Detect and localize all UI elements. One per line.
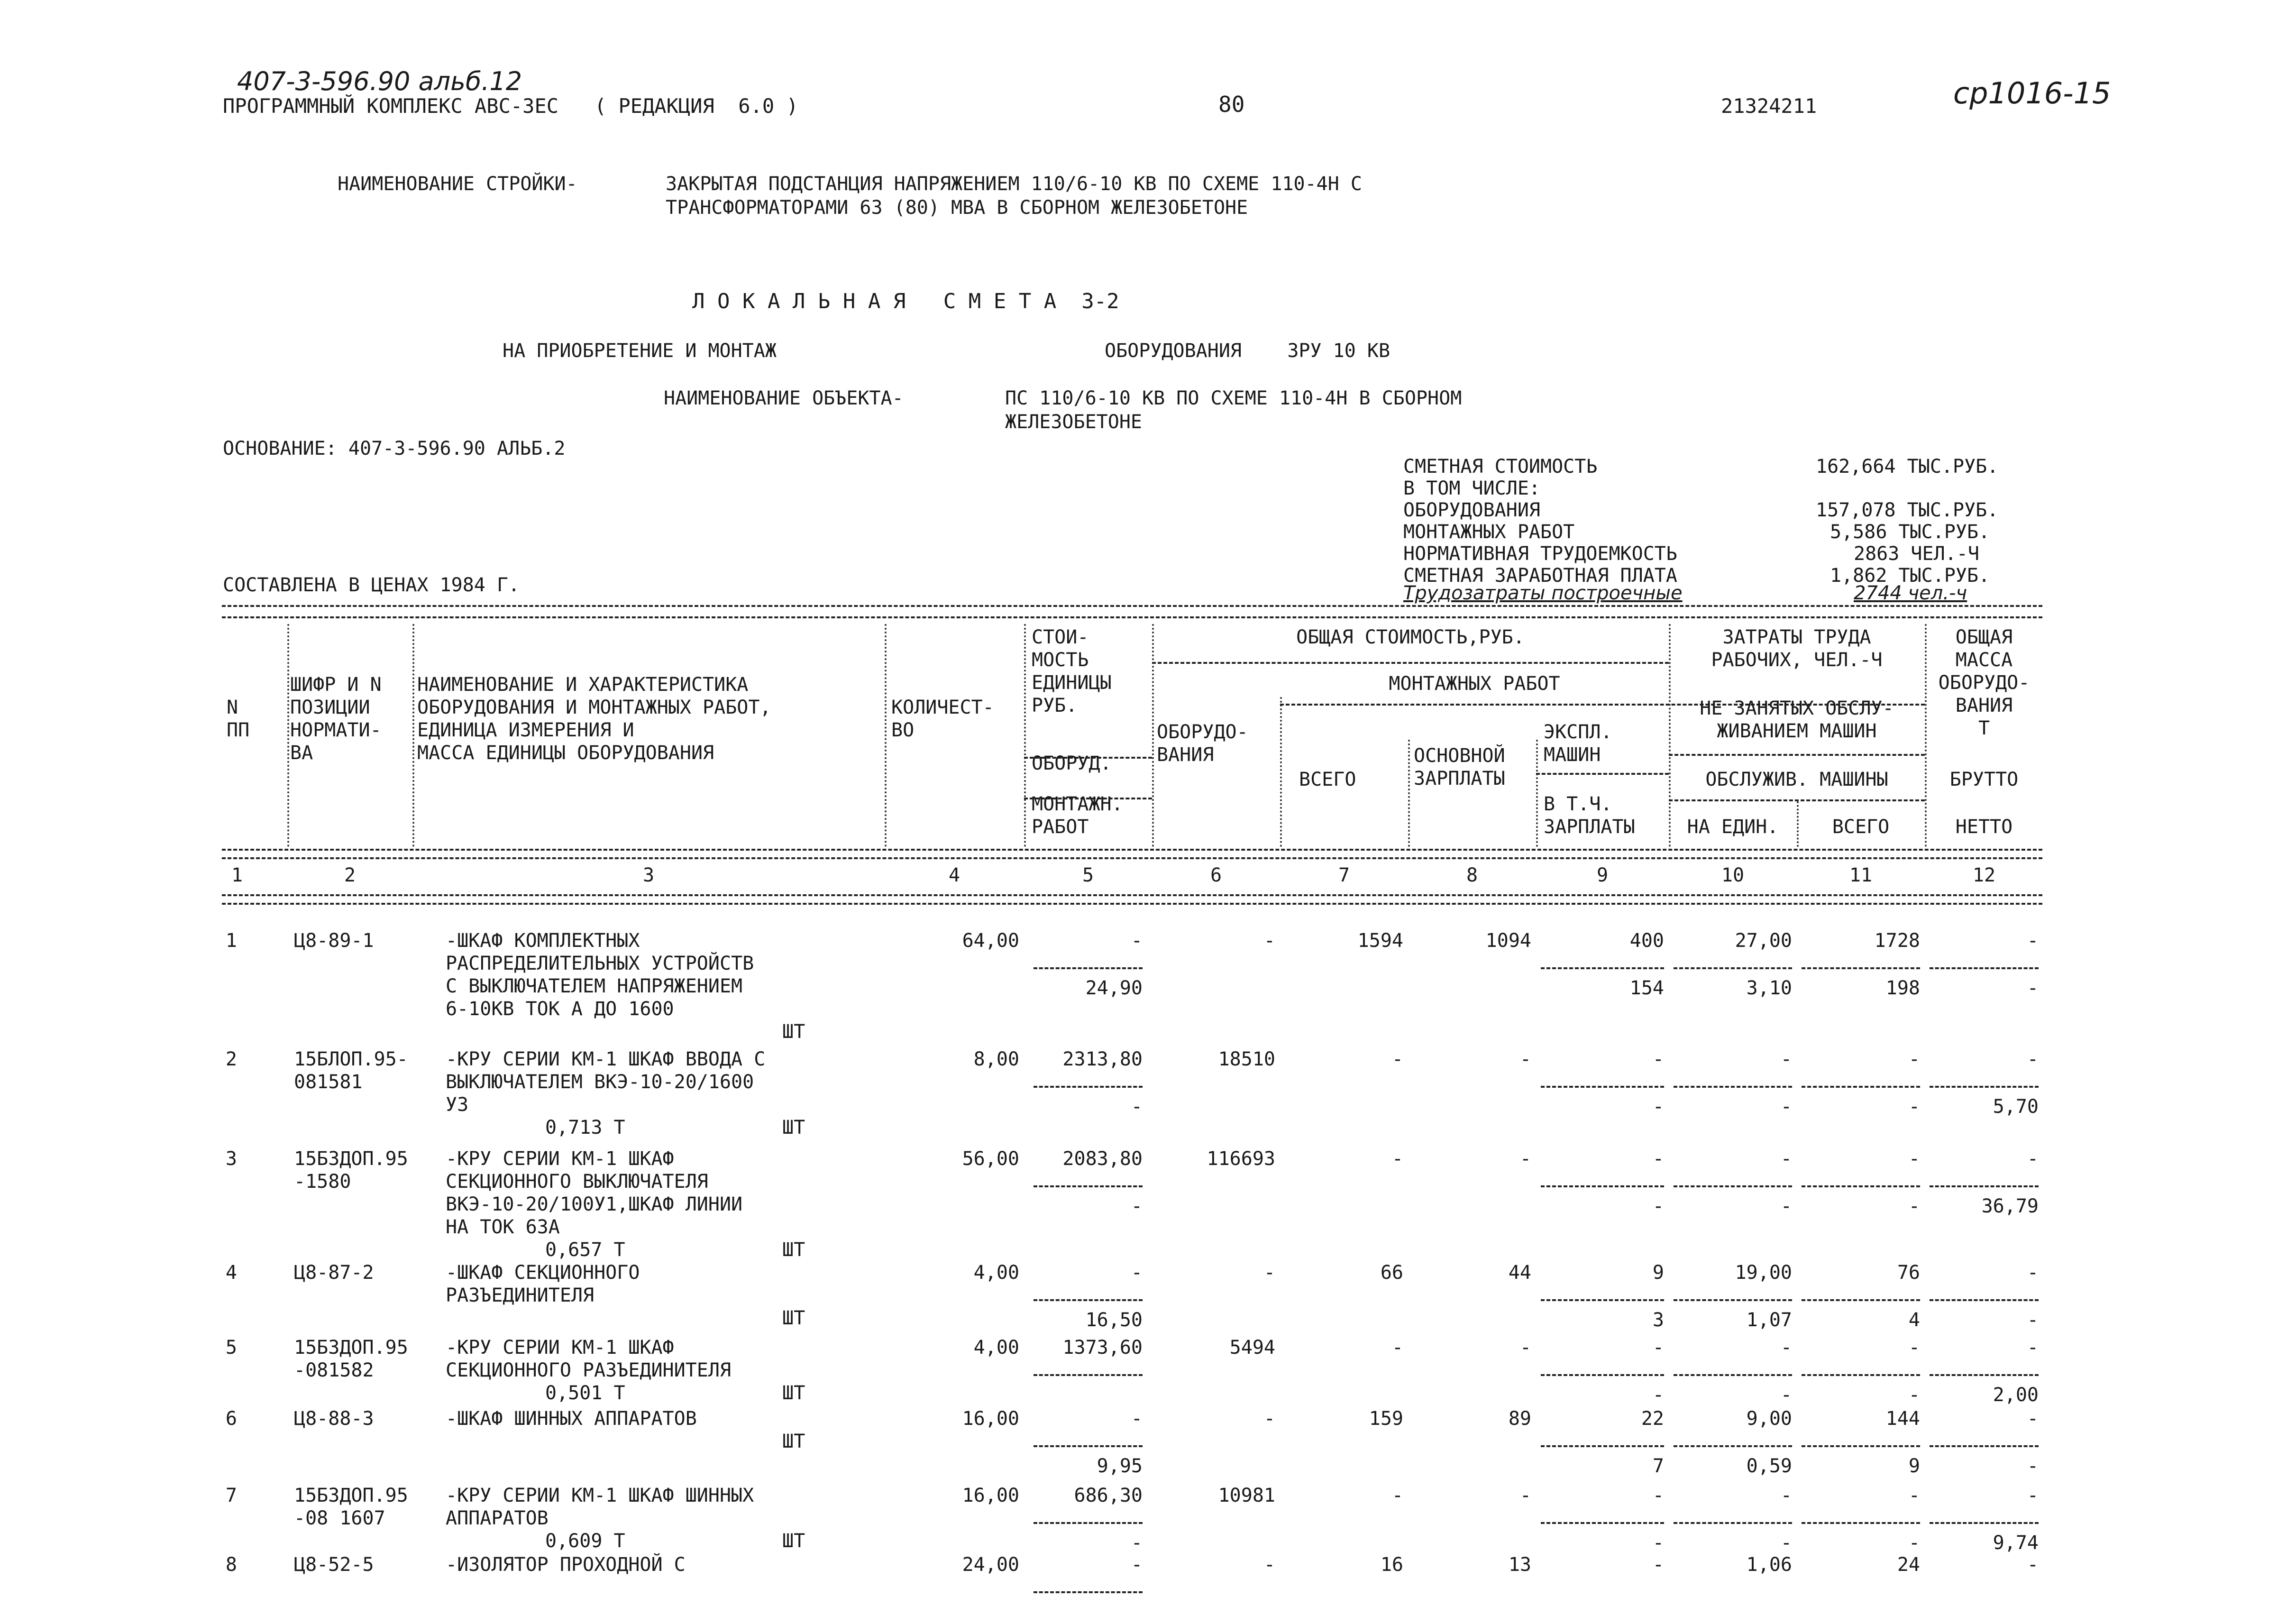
- row-machine-wages: 7: [1652, 1455, 1664, 1477]
- row-unit-cost-equipment: -: [1131, 930, 1143, 952]
- row-total-mounting: 1594: [1357, 930, 1403, 952]
- row-machines: 400: [1629, 930, 1664, 952]
- header-col5-mounting: МОНТАЖН. РАБОТ: [1032, 793, 1123, 838]
- row-mass-gross: -: [2027, 930, 2039, 952]
- row-subtotal-rule: [1802, 1185, 1920, 1187]
- row-number: 8: [225, 1554, 237, 1576]
- row-unit-cost-equipment: -: [1131, 1408, 1143, 1430]
- row-number: 6: [225, 1408, 237, 1430]
- row-name: -ИЗОЛЯТОР ПРОХОДНОЙ С: [446, 1554, 686, 1576]
- row-unit: ШТ: [782, 1307, 805, 1329]
- row-labor-machines-unit: -: [1780, 1532, 1792, 1554]
- row-machines: -: [1652, 1048, 1664, 1070]
- row-mass-net: 36,79: [1981, 1195, 2039, 1217]
- row-mass-gross: -: [2027, 1262, 2039, 1284]
- summary-value: 2744 чел.-ч: [1854, 582, 1967, 604]
- row-total-equipment: -: [1263, 1262, 1275, 1284]
- row-code: Ц8-89-1: [294, 930, 374, 952]
- row-labor-total: -: [1908, 1148, 1920, 1170]
- estimate-title: Л О К А Л Ь Н А Я С М Е Т А 3-2: [692, 289, 1119, 313]
- row-labor-machines-unit: -: [1780, 1384, 1792, 1406]
- row-labor-machines-total: 198: [1885, 977, 1920, 999]
- row-subtotal-rule: [1034, 967, 1143, 969]
- row-subtotal-rule: [1802, 1086, 1920, 1088]
- row-subtotal-rule: [1674, 967, 1792, 969]
- row-labor-machines-unit: 3,10: [1746, 977, 1792, 999]
- row-total-mounting: 159: [1369, 1408, 1403, 1430]
- row-quantity: 4,00: [973, 1337, 1019, 1358]
- header-mounting-works: МОНТАЖНЫХ РАБОТ: [1389, 673, 1560, 695]
- row-quantity: 56,00: [962, 1148, 1019, 1170]
- row-subtotal-rule: [1674, 1086, 1792, 1088]
- row-total-mounting: 66: [1380, 1262, 1403, 1284]
- row-labor-per-unit: -: [1780, 1148, 1792, 1170]
- row-total-mounting: 16: [1380, 1554, 1403, 1576]
- header-col9-machines: ЭКСПЛ. МАШИН: [1544, 721, 1612, 766]
- summary-value: 157,078 ТЫС.РУБ.: [1816, 499, 1999, 521]
- row-machine-wages: 3: [1652, 1309, 1664, 1331]
- row-unit-mass: 0,657 Т: [545, 1239, 625, 1261]
- row-code: 15Б3ДОП.95 -08 1607: [294, 1485, 408, 1529]
- summary-value: 162,664 ТЫС.РУБ.: [1816, 456, 1999, 477]
- header-col4: КОЛИЧЕСТ- ВО: [891, 697, 994, 741]
- row-number: 4: [225, 1262, 237, 1284]
- column-number: 6: [1210, 864, 1222, 886]
- row-mass-gross: -: [2027, 1148, 2039, 1170]
- row-code: 15БЛОП.95- 081581: [294, 1048, 408, 1093]
- row-number: 3: [225, 1148, 237, 1170]
- row-name: -КРУ СЕРИИ КМ-1 ШКАФ СЕКЦИОННОГО РАЗЪЕДИНИТЕЛЯ: [446, 1337, 732, 1381]
- row-base-wages: -: [1519, 1148, 1531, 1170]
- row-name: -ШКАФ КОМПЛЕКТНЫХ РАСПРЕДЕЛИТЕЛЬНЫХ УСТРОЙСТВ С ВЫКЛЮЧАТЕЛЕМ НАПРЯЖЕНИЕМ 6-10КВ ТОК А ДО 1600: [446, 930, 754, 1020]
- row-machine-wages: -: [1652, 1195, 1664, 1217]
- row-mass-net: -: [2027, 977, 2039, 999]
- row-mass-gross: -: [2027, 1408, 2039, 1430]
- column-number: 4: [948, 864, 960, 886]
- header-col7: ВСЕГО: [1299, 769, 1356, 790]
- row-total-equipment: 116693: [1207, 1148, 1275, 1170]
- row-labor-per-unit: 9,00: [1746, 1408, 1792, 1430]
- column-number: 7: [1338, 864, 1350, 886]
- object-label: НАИМЕНОВАНИЕ ОБЪЕКТА-: [664, 387, 904, 409]
- row-number: 1: [225, 930, 237, 952]
- row-mass-gross: -: [2027, 1337, 2039, 1358]
- row-subtotal-rule: [1034, 1522, 1143, 1524]
- row-unit: ШТ: [782, 1382, 805, 1404]
- column-number: 5: [1082, 864, 1094, 886]
- row-total-mounting: -: [1391, 1048, 1403, 1070]
- row-number: 2: [225, 1048, 237, 1070]
- row-machine-wages: -: [1652, 1532, 1664, 1554]
- row-subtotal-rule: [1674, 1185, 1792, 1187]
- row-subtotal-rule: [1802, 1299, 1920, 1301]
- header-col12-net: НЕТТО: [1955, 816, 2013, 838]
- header-col6: ОБОРУДО- ВАНИЯ: [1157, 721, 1248, 766]
- summary-label: СМЕТНАЯ СТОИМОСТЬ: [1403, 456, 1598, 477]
- handwritten-stamp: ср1016-15: [1953, 76, 2111, 110]
- row-labor-total: -: [1908, 1485, 1920, 1506]
- row-subtotal-rule: [1802, 967, 1920, 969]
- column-number: 10: [1721, 864, 1745, 886]
- object-text-2: ЖЕЛЕЗОБЕТОНЕ: [1005, 411, 1142, 433]
- row-subtotal-rule: [1541, 1374, 1664, 1376]
- summary-label: ОБОРУДОВАНИЯ: [1403, 499, 1540, 521]
- row-labor-machines-total: 9: [1908, 1455, 1920, 1477]
- row-subtotal-rule: [1930, 1185, 2039, 1187]
- row-base-wages: -: [1519, 1485, 1531, 1506]
- row-subtotal-rule: [1034, 1445, 1143, 1447]
- row-labor-total: 144: [1885, 1408, 1920, 1430]
- summary-label: СМЕТНАЯ ЗАРАБОТНАЯ ПЛАТА: [1403, 565, 1677, 587]
- row-base-wages: 89: [1508, 1408, 1531, 1430]
- row-number: 7: [225, 1485, 237, 1506]
- row-machine-wages: -: [1652, 1384, 1664, 1406]
- estimate-subtitle-left: НА ПРИОБРЕТЕНИЕ И МОНТАЖ: [503, 340, 777, 362]
- row-unit-cost-equipment: -: [1131, 1262, 1143, 1284]
- row-mass-net: -: [2027, 1455, 2039, 1477]
- row-subtotal-rule: [1674, 1445, 1792, 1447]
- row-name: -КРУ СЕРИИ КМ-1 ШКАФ СЕКЦИОННОГО ВЫКЛЮЧАТЕЛЯ ВКЭ-10-20/100У1,ШКАФ ЛИНИИ НА ТОК 63А: [446, 1148, 743, 1238]
- row-subtotal-rule: [1541, 1445, 1664, 1447]
- summary-value: 2863 ЧЕЛ.-Ч: [1854, 543, 1979, 565]
- row-total-mounting: -: [1391, 1148, 1403, 1170]
- row-machines: -: [1652, 1554, 1664, 1576]
- header-col2: ШИФР И N ПОЗИЦИИ НОРМАТИ- ВА: [290, 674, 382, 764]
- row-total-mounting: -: [1391, 1485, 1403, 1506]
- row-quantity: 64,00: [962, 930, 1019, 952]
- row-unit: ШТ: [782, 1431, 805, 1452]
- row-labor-machines-unit: 0,59: [1746, 1455, 1792, 1477]
- row-machines: -: [1652, 1337, 1664, 1358]
- row-unit-mass: 0,713 Т: [545, 1117, 625, 1138]
- row-machines: 9: [1652, 1262, 1664, 1284]
- header-col10: НА ЕДИН.: [1687, 816, 1779, 838]
- row-labor-machines-unit: -: [1780, 1195, 1792, 1217]
- row-labor-total: 24: [1897, 1554, 1920, 1576]
- row-unit-cost-mounting: 9,95: [1097, 1455, 1143, 1477]
- row-quantity: 16,00: [962, 1408, 1019, 1430]
- row-subtotal-rule: [1930, 1522, 2039, 1524]
- row-unit-mass: 0,501 Т: [545, 1382, 625, 1404]
- summary-label: НОРМАТИВНАЯ ТРУДОЕМКОСТЬ: [1403, 543, 1677, 565]
- row-mass-net: 2,00: [1993, 1384, 2039, 1406]
- row-unit: ШТ: [782, 1021, 805, 1043]
- column-number: 11: [1849, 864, 1873, 886]
- row-name: -КРУ СЕРИИ КМ-1 ШКАФ ВВОДА С ВЫКЛЮЧАТЕЛЕМ ВКЭ-10-20/1600 У3: [446, 1048, 766, 1116]
- row-name: -КРУ СЕРИИ КМ-1 ШКАФ ШИННЫХ АППАРАТОВ: [446, 1485, 754, 1529]
- row-labor-total: 1728: [1874, 930, 1920, 952]
- summary-value: 1,862 ТЫС.РУБ.: [1830, 565, 1990, 587]
- row-machines: -: [1652, 1485, 1664, 1506]
- row-total-equipment: -: [1263, 930, 1275, 952]
- row-machines: 22: [1641, 1408, 1664, 1430]
- row-quantity: 16,00: [962, 1485, 1019, 1506]
- row-total-equipment: -: [1263, 1408, 1275, 1430]
- row-machines: -: [1652, 1148, 1664, 1170]
- row-labor-machines-total: -: [1908, 1195, 1920, 1217]
- line-name-text-2: ТРАНСФОРМАТОРАМИ 63 (80) МВА В СБОРНОМ ЖЕЛЕЗОБЕТОНЕ: [666, 197, 1248, 219]
- row-labor-per-unit: -: [1780, 1337, 1792, 1358]
- row-subtotal-rule: [1930, 967, 2039, 969]
- row-labor-total: 76: [1897, 1262, 1920, 1284]
- row-labor-machines-total: -: [1908, 1096, 1920, 1118]
- row-subtotal-rule: [1674, 1374, 1792, 1376]
- row-labor-per-unit: 27,00: [1735, 930, 1792, 952]
- row-unit: ШТ: [782, 1239, 805, 1261]
- row-unit-cost-equipment: 686,30: [1074, 1485, 1143, 1506]
- column-number: 9: [1596, 864, 1609, 886]
- row-total-equipment: 10981: [1218, 1485, 1275, 1506]
- header-col5-cost: СТОИ- МОСТЬ ЕДИНИЦЫ РУБ.: [1032, 626, 1112, 716]
- row-subtotal-rule: [1541, 1086, 1664, 1088]
- row-subtotal-rule: [1034, 1299, 1143, 1301]
- row-subtotal-rule: [1034, 1086, 1143, 1088]
- row-subtotal-rule: [1541, 1185, 1664, 1187]
- row-labor-machines-unit: 1,07: [1746, 1309, 1792, 1331]
- row-base-wages: 13: [1508, 1554, 1531, 1576]
- line-name-text-1: ЗАКРЫТАЯ ПОДСТАНЦИЯ НАПРЯЖЕНИЕМ 110/6-10 КВ ПО СХЕМЕ 110-4Н С: [666, 173, 1363, 195]
- summary-label: Трудозатраты построечные: [1403, 582, 1683, 604]
- row-base-wages: -: [1519, 1337, 1531, 1358]
- program-line: ПРОГРАММНЫЙ КОМПЛЕКС АВС-3ЕС ( РЕДАКЦИЯ 6.0 ): [223, 94, 798, 118]
- row-labor-machines-unit: -: [1780, 1096, 1792, 1118]
- row-unit-cost-mounting: -: [1131, 1195, 1143, 1217]
- summary-label: МОНТАЖНЫХ РАБОТ: [1403, 521, 1575, 543]
- row-name: -ШКАФ СЕКЦИОННОГО РАЗЪЕДИНИТЕЛЯ: [446, 1262, 640, 1306]
- row-unit-cost-equipment: -: [1131, 1554, 1143, 1576]
- row-machine-wages: -: [1652, 1096, 1664, 1118]
- row-total-equipment: -: [1263, 1554, 1275, 1576]
- row-subtotal-rule: [1034, 1374, 1143, 1376]
- row-unit-cost-mounting: -: [1131, 1532, 1143, 1554]
- header-labor-machines: ОБСЛУЖИВ. МАШИНЫ: [1705, 769, 1888, 790]
- row-total-equipment: 5494: [1229, 1337, 1275, 1358]
- row-subtotal-rule: [1930, 1445, 2039, 1447]
- row-unit-mass: 0,609 Т: [545, 1530, 625, 1552]
- price-level-text: СОСТАВЛЕНА В ЦЕНАХ 1984 Г.: [223, 574, 520, 596]
- row-name: -ШКАФ ШИННЫХ АППАРАТОВ: [446, 1408, 697, 1430]
- row-quantity: 8,00: [973, 1048, 1019, 1070]
- row-subtotal-rule: [1930, 1374, 2039, 1376]
- row-subtotal-rule: [1034, 1185, 1143, 1187]
- header-labor-not-machines: НЕ ЗАНЯТЫХ ОБСЛУ- ЖИВАНИЕМ МАШИН: [1700, 697, 1894, 742]
- row-labor-total: -: [1908, 1048, 1920, 1070]
- row-number: 5: [225, 1337, 237, 1358]
- row-base-wages: -: [1519, 1048, 1531, 1070]
- column-number: 8: [1466, 864, 1478, 886]
- row-code: Ц8-52-5: [294, 1554, 374, 1576]
- row-subtotal-rule: [1802, 1374, 1920, 1376]
- row-code: Ц8-88-3: [294, 1408, 374, 1430]
- summary-value: 5,586 ТЫС.РУБ.: [1830, 521, 1990, 543]
- row-subtotal-rule: [1674, 1522, 1792, 1524]
- header-col8: ОСНОВНОЙ ЗАРПЛАТЫ: [1414, 745, 1505, 789]
- header-col12-mass: ОБЩАЯ МАССА ОБОРУДО- ВАНИЯ Т: [1938, 626, 2030, 739]
- column-number: 12: [1972, 864, 1996, 886]
- row-machine-wages: 154: [1629, 977, 1664, 999]
- row-mass-net: 5,70: [1993, 1096, 2039, 1118]
- row-mass-gross: -: [2027, 1485, 2039, 1506]
- row-subtotal-rule: [1541, 1299, 1664, 1301]
- row-subtotal-rule: [1541, 1522, 1664, 1524]
- row-labor-per-unit: -: [1780, 1485, 1792, 1506]
- row-subtotal-rule: [1034, 1591, 1143, 1593]
- row-mass-net: 9,74: [1993, 1532, 2039, 1554]
- document-code: 407-3-596.90 альб.12: [237, 66, 522, 96]
- row-unit-cost-equipment: 2313,80: [1062, 1048, 1143, 1070]
- header-total-cost: ОБЩАЯ СТОИМОСТЬ,РУБ.: [1296, 626, 1525, 648]
- row-total-mounting: -: [1391, 1337, 1403, 1358]
- header-col11: ВСЕГО: [1832, 816, 1890, 838]
- header-col12-gross: БРУТТО: [1949, 769, 2019, 790]
- row-code: 15Б3ДОП.95 -1580: [294, 1148, 408, 1193]
- row-labor-per-unit: -: [1780, 1048, 1792, 1070]
- page-number: 80: [1218, 92, 1245, 117]
- row-labor-machines-total: 4: [1908, 1309, 1920, 1331]
- column-number: 3: [642, 864, 655, 886]
- row-subtotal-rule: [1541, 967, 1664, 969]
- row-code: Ц8-87-2: [294, 1262, 374, 1284]
- row-mass-net: -: [2027, 1309, 2039, 1331]
- row-labor-machines-total: -: [1908, 1532, 1920, 1554]
- header-col1: N ПП: [227, 697, 250, 741]
- row-subtotal-rule: [1674, 1299, 1792, 1301]
- row-labor-machines-total: -: [1908, 1384, 1920, 1406]
- row-unit-cost-mounting: 16,50: [1085, 1309, 1143, 1331]
- column-number: 2: [344, 864, 356, 886]
- row-unit-cost-mounting: 24,90: [1085, 977, 1143, 999]
- row-unit: ШТ: [782, 1530, 805, 1552]
- summary-label: В ТОМ ЧИСЛЕ:: [1403, 477, 1540, 499]
- row-subtotal-rule: [1930, 1299, 2039, 1301]
- line-name-label: НАИМЕНОВАНИЕ СТРОЙКИ-: [338, 173, 577, 195]
- row-mass-gross: -: [2027, 1048, 2039, 1070]
- basis-text: ОСНОВАНИЕ: 407-3-596.90 АЛЬБ.2: [223, 438, 566, 459]
- header-col3: НАИМЕНОВАНИЕ И ХАРАКТЕРИСТИКА ОБОРУДОВАНИЯ И МОНТАЖНЫХ РАБОТ, ЕДИНИЦА ИЗМЕРЕНИЯ И МАССА ЕДИНИЦЫ ОБОРУДОВАНИЯ: [417, 674, 771, 764]
- row-labor-total: -: [1908, 1337, 1920, 1358]
- row-labor-per-unit: 19,00: [1735, 1262, 1792, 1284]
- header-labor: ЗАТРАТЫ ТРУДА РАБОЧИХ, ЧЕЛ.-Ч: [1711, 626, 1883, 671]
- header-col5-equipment: ОБОРУД.: [1032, 752, 1112, 774]
- row-unit-cost-mounting: -: [1131, 1096, 1143, 1118]
- column-number: 1: [231, 864, 243, 886]
- row-mass-gross: -: [2027, 1554, 2039, 1576]
- row-base-wages: 1094: [1485, 930, 1531, 952]
- header-col9-wages: В Т.Ч. ЗАРПЛАТЫ: [1544, 793, 1635, 838]
- row-quantity: 4,00: [973, 1262, 1019, 1284]
- row-total-equipment: 18510: [1218, 1048, 1275, 1070]
- row-unit-cost-equipment: 1373,60: [1062, 1337, 1143, 1358]
- estimate-subtitle-right: ОБОРУДОВАНИЯ ЗРУ 10 КВ: [1105, 340, 1390, 362]
- code-number: 21324211: [1721, 94, 1817, 118]
- row-unit-cost-equipment: 2083,80: [1062, 1148, 1143, 1170]
- row-labor-per-unit: 1,06: [1746, 1554, 1792, 1576]
- row-code: 15Б3ДОП.95 -081582: [294, 1337, 408, 1381]
- row-subtotal-rule: [1930, 1086, 2039, 1088]
- row-subtotal-rule: [1802, 1445, 1920, 1447]
- object-text-1: ПС 110/6-10 КВ ПО СХЕМЕ 110-4Н В СБОРНОМ: [1005, 387, 1462, 409]
- row-unit: ШТ: [782, 1117, 805, 1138]
- row-base-wages: 44: [1508, 1262, 1531, 1284]
- row-quantity: 24,00: [962, 1554, 1019, 1576]
- row-subtotal-rule: [1802, 1522, 1920, 1524]
